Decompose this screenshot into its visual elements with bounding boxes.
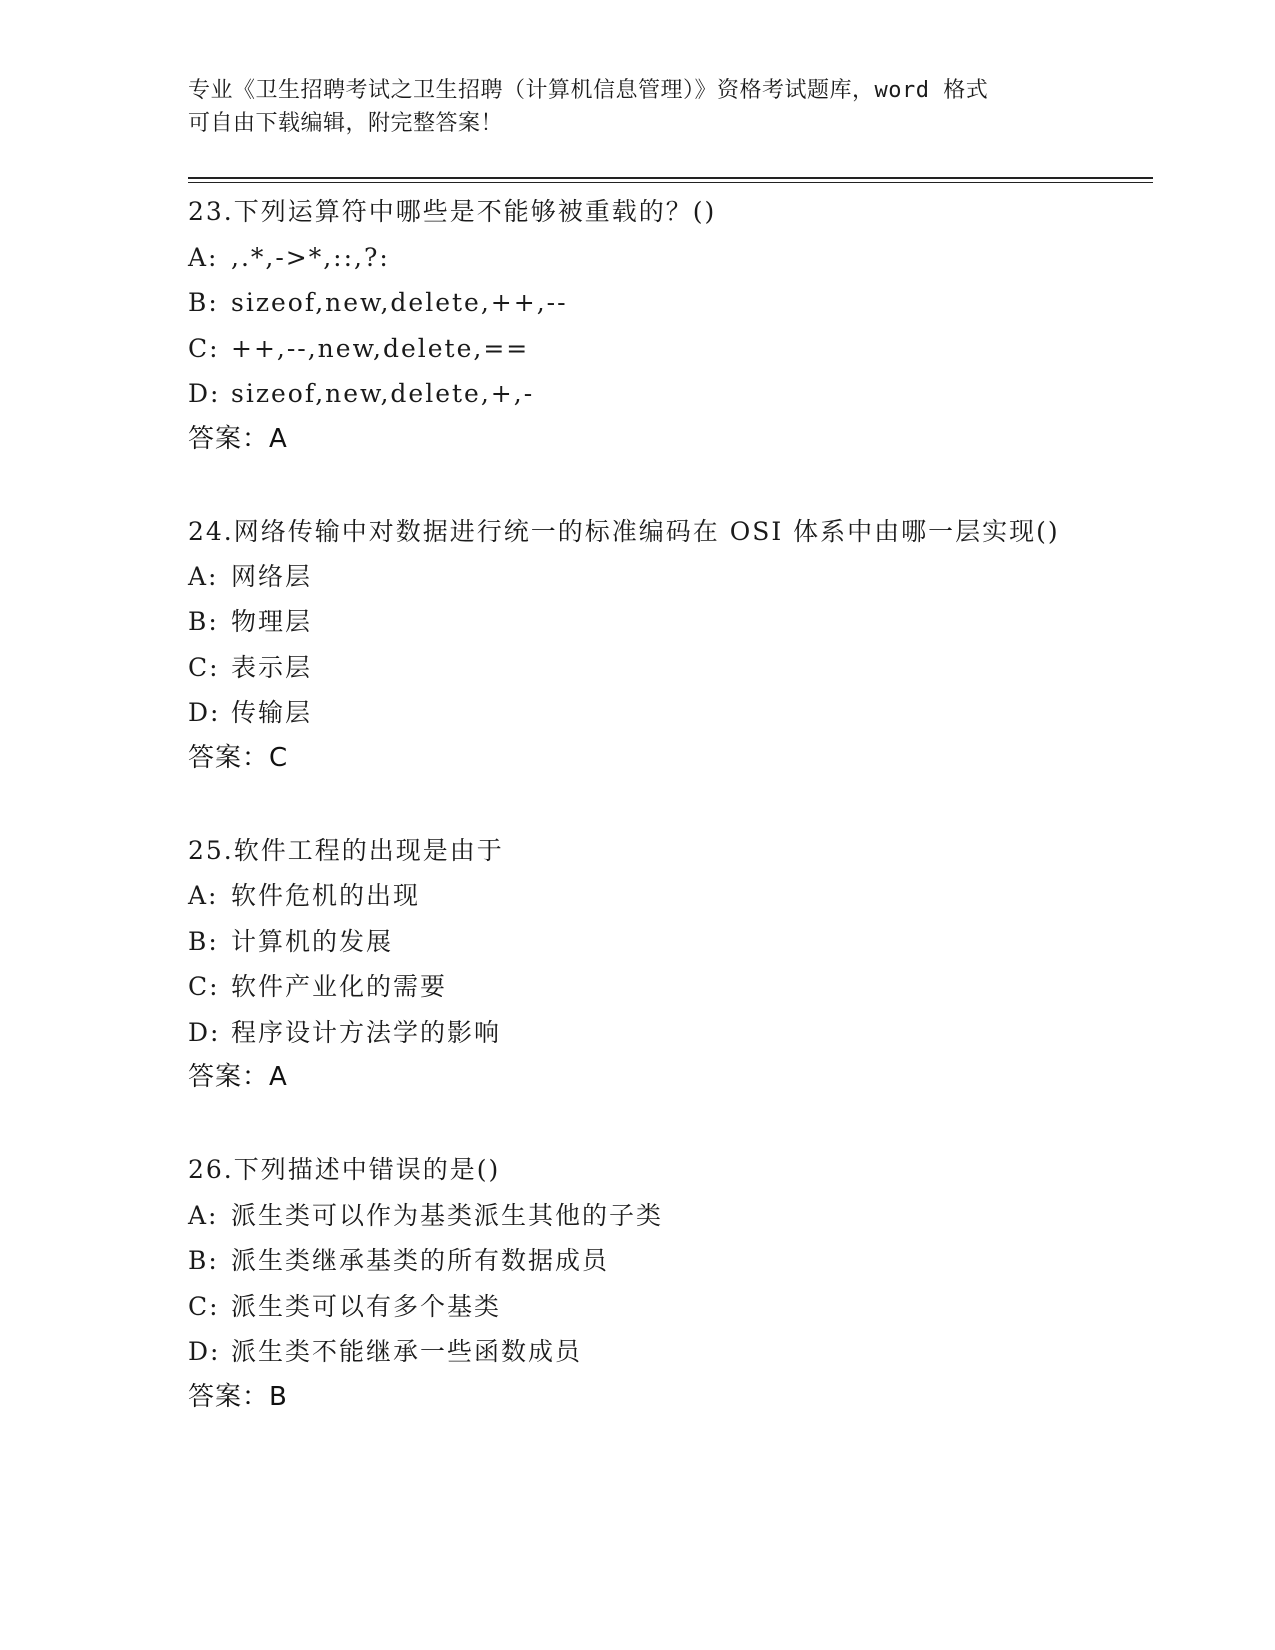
question-title: 25.软件工程的出现是由于 [188,835,504,865]
answer-label: 答案：A [188,423,288,454]
option-text: 派生类可以作为基类派生其他的子类 [231,1200,664,1230]
option-d [188,1010,1088,1056]
option-c [188,964,1088,1010]
answer-label: 答案：B [188,1381,288,1412]
question-24 [188,509,1088,781]
option-a [188,235,1088,281]
question-23 [188,189,1088,462]
option-c [188,326,1088,372]
question-25 [188,828,1088,1101]
option-a [188,554,1088,600]
option-text: ++,--,new,delete,== [231,333,530,363]
option-text: sizeof,new,delete,+,- [231,379,535,408]
header-rule-thick [188,177,1153,179]
question-list [188,189,1088,1467]
answer-label: 答案：A [188,1062,288,1092]
header-rule-thin [188,182,1153,183]
option-key: B: [188,1246,219,1275]
option-c [188,645,1088,691]
option-text: 软件产业化的需要 [231,972,448,1001]
option-text: 程序设计方法学的影响 [231,1017,502,1047]
option-text: 表示层 [231,652,313,682]
option-key: D: [188,698,221,727]
question-title: 23.下列运算符中哪些是不能够被重载的？() [188,197,717,226]
option-b [188,599,1088,645]
option-d [188,1329,1088,1375]
option-key: D: [188,379,221,408]
answer-label: 答案：C [188,742,289,773]
question-26 [188,1147,1088,1420]
option-text: 传输层 [231,698,313,727]
option-key: B: [188,607,219,636]
option-key: D: [188,1337,221,1366]
option-c [188,1284,1088,1330]
option-a [188,873,1088,919]
option-text: 派生类不能继承一些函数成员 [231,1337,583,1366]
header-line-1: 专业《卫生招聘考试之卫生招聘（计算机信息管理）》资格考试题库，word 格式 [188,78,989,103]
option-d [188,371,1088,417]
option-key: C: [188,972,220,1001]
question-title: 24.网络传输中对数据进行统一的标准编码在 OSI 体系中由哪一层实现() [188,516,1060,546]
option-text: 派生类可以有多个基类 [231,1291,502,1321]
question-title: 26.下列描述中错误的是() [188,1155,501,1184]
option-key: A: [188,242,219,272]
option-text: ,.*,->*,::,?: [231,242,390,272]
header-line-2: 可自由下载编辑，附完整答案！ [188,111,504,136]
option-key: A: [188,1200,219,1230]
option-text: 网络层 [231,561,313,591]
option-a [188,1193,1088,1239]
option-key: C: [188,1291,220,1321]
option-text: 软件危机的出现 [231,881,421,910]
option-text: 物理层 [231,607,313,636]
option-b [188,919,1088,965]
option-key: C: [188,652,220,682]
option-key: B: [188,926,219,956]
option-key: B: [188,288,219,317]
option-text: 派生类继承基类的所有数据成员 [231,1246,610,1275]
option-b [188,280,1088,326]
option-key: A: [188,881,219,910]
option-key: D: [188,1017,221,1047]
option-text: sizeof,new,delete,++,-- [231,288,568,317]
option-key: A: [188,561,219,591]
option-text: 计算机的发展 [231,926,394,956]
option-b [188,1238,1088,1284]
document-header [188,74,1068,140]
option-d [188,690,1088,736]
option-key: C: [188,333,220,363]
